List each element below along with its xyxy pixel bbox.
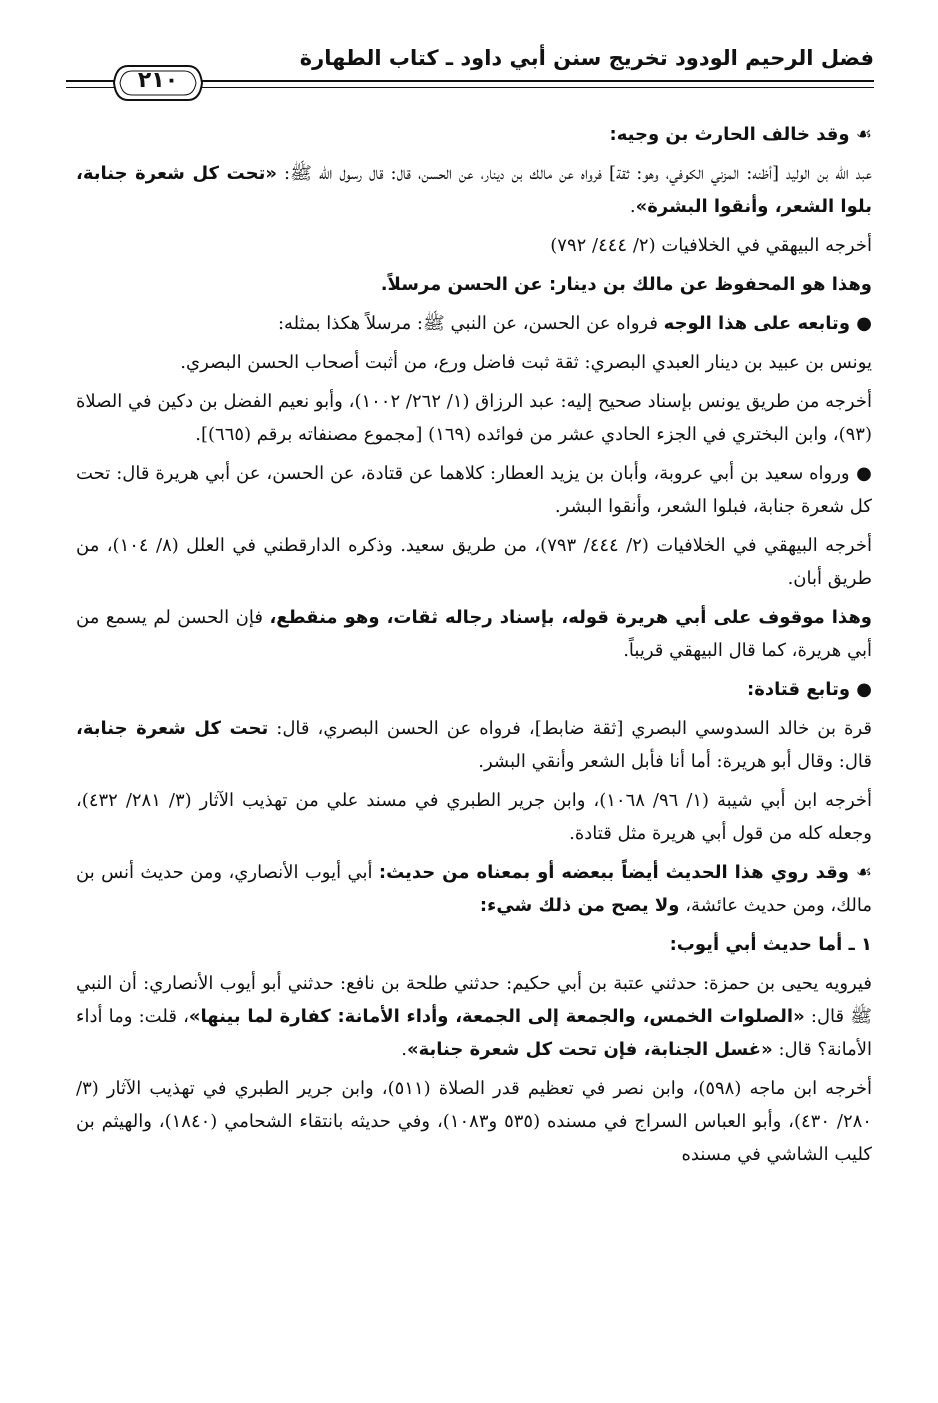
paragraph: [76, 268, 872, 301]
text: ، قلت: وما أداء الأمانة؟ قال:: [76, 1006, 872, 1060]
text: أخرجه ابن ماجه (٥٩٨)، وابن نصر في تعظيم قدر الصلاة (٥١١)، وابن جرير الطبري في تهذيب الآثار (٣/ ٢٨٠/ ٤٣٠)، وأبو العباس السراج في مسنده (٥٣٥ و١٠٨٣)، وفي حديثه بانتقاء الشحامي (١٨٤٠)، والهيثم بن كليب الشاشي في مسنده: [76, 1078, 873, 1165]
text: فرواه عن الحسن، عن النبي ﷺ: مرسلاً هكذا بمثله:: [277, 313, 664, 334]
running-title: فضل الرحيم الودود تخريج سنن أبي داود ـ كتاب الطهارة: [299, 46, 874, 70]
page-body: [76, 118, 872, 1177]
page-number-badge: [110, 62, 206, 104]
paragraph: [76, 712, 872, 778]
text: أخرجه البيهقي في الخلافيات (٢/ ٤٤٤/ ٧٩٢): [550, 235, 872, 256]
paragraph: [76, 1072, 872, 1171]
bold-text: تحت كل شعرة جنابة،: [76, 718, 269, 739]
text: قرة بن خالد السدوسي البصري [ثقة ضابط]، فرواه عن الحسن البصري، قال:: [268, 718, 872, 739]
text: يونس بن عبيد بن دينار العبدي البصري: ثقة ثبت فاضل ورع، من أثبت أصحاب الحسن البصري.: [180, 352, 872, 373]
paragraph: [76, 967, 872, 1066]
bullet-icon: ●: [850, 679, 872, 700]
bold-text: «غسل الجنابة، فإن تحت كل شعرة جنابة»: [406, 1039, 773, 1060]
paragraph: [76, 928, 872, 961]
text: قال: وقال أبو هريرة: أما أنا فأبل الشعر وأنقي البشر.: [478, 751, 872, 772]
paragraph: [76, 457, 872, 523]
bold-text: وتابعه على هذا الوجه: [663, 313, 851, 334]
paragraph: [76, 157, 872, 223]
text: أبي أيوب الأنصاري، ومن حديث أنس بن مالك، ومن حديث عائشة،: [76, 862, 872, 916]
bold-text: وقد خالف الحارث بن وجيه:: [609, 124, 850, 145]
bold-text: ولا يصح من ذلك شيء:: [479, 895, 680, 916]
bullet-icon: ●: [850, 313, 872, 334]
text: أخرجه البيهقي في الخلافيات (٢/ ٤٤٤/ ٧٩٣)، من طريق سعيد. وذكره الدارقطني في العلل (٨/ ١٠٤)، من طريق أبان.: [76, 535, 872, 589]
bold-text: وهذا هو المحفوظ عن مالك بن دينار: عن الحسن مرسلاً.: [380, 274, 872, 295]
paragraph: [76, 529, 872, 595]
text: فإن الحسن لم يسمع من أبي هريرة، كما قال البيهقي قريباً.: [76, 607, 872, 661]
ornament-icon: ☙: [848, 862, 873, 883]
bold-text: «الصلوات الخمس، والجمعة إلى الجمعة، وأداء الأمانة: كفارة لما بينها»: [188, 1006, 805, 1027]
text: .: [629, 196, 636, 217]
bold-text: وهذا موقوف على أبي هريرة قوله، بإسناد رجاله ثقات، وهو منقطع،: [269, 607, 872, 628]
paragraph: [76, 346, 872, 379]
text: فيرويه يحيى بن حمزة: حدثني عتبة بن أبي حكيم: حدثني طلحة بن نافع: حدثني أبو أيوب الأنصاري: أن النبي ﷺ قال:: [76, 973, 873, 1027]
page-header: [66, 40, 874, 112]
text: أخرجه ابن أبي شيبة (١/ ٩٦/ ١٠٦٨)، وابن جرير الطبري في مسند علي من تهذيب الآثار (٣/ ٢٨١/ ٤٣٢)، وجعله كله من قول أبي هريرة مثل قتادة.: [76, 790, 872, 844]
paragraph: [76, 118, 872, 151]
bold-text: وتابع قتادة:: [747, 679, 851, 700]
paragraph: [76, 784, 872, 850]
paragraph: [76, 229, 872, 262]
bold-text: «تحت كل شعرة جنابة، بلوا الشعر، وأنقوا البشرة»: [76, 163, 872, 217]
bold-text: وقد روي هذا الحديث أيضاً ببعضه أو بمعناه من حديث:: [378, 862, 849, 883]
text: .: [401, 1039, 407, 1060]
paragraph: [76, 673, 872, 706]
bullet-icon: ●: [849, 463, 872, 484]
page-number: ٢١٠: [137, 68, 179, 93]
paragraph: [76, 856, 872, 922]
paragraph: [76, 385, 872, 451]
text: ورواه سعيد بن أبي عروبة، وأبان بن يزيد العطار: كلاهما عن قتادة، عن الحسن، عن أبي هريرة قال: تحت كل شعرة جنابة، فبلوا الشعر، وأنقوا البشر.: [76, 463, 872, 517]
text: عبد الله بن الوليد [أظنه: المزني الكوفي، وهو: ثقة] فرواه عن مالك بن دينار، عن الحسن، قال: قال رسول الله ﷺ:: [276, 163, 872, 184]
paragraph: [76, 307, 872, 340]
ornament-icon: ☙: [849, 124, 872, 145]
bold-text: ١ ـ أما حديث أبي أيوب:: [669, 934, 872, 955]
text: أخرجه من طريق يونس بإسناد صحيح إليه: عبد الرزاق (١/ ٢٦٢/ ١٠٠٢)، وأبو نعيم الفضل بن دكين في الصلاة (٩٣)، وابن البختري في الجزء الحادي عشر من فوائده (١٦٩) [مجموع مصنفاته برقم (٦٦٥)].: [76, 391, 872, 445]
paragraph: [76, 601, 872, 667]
